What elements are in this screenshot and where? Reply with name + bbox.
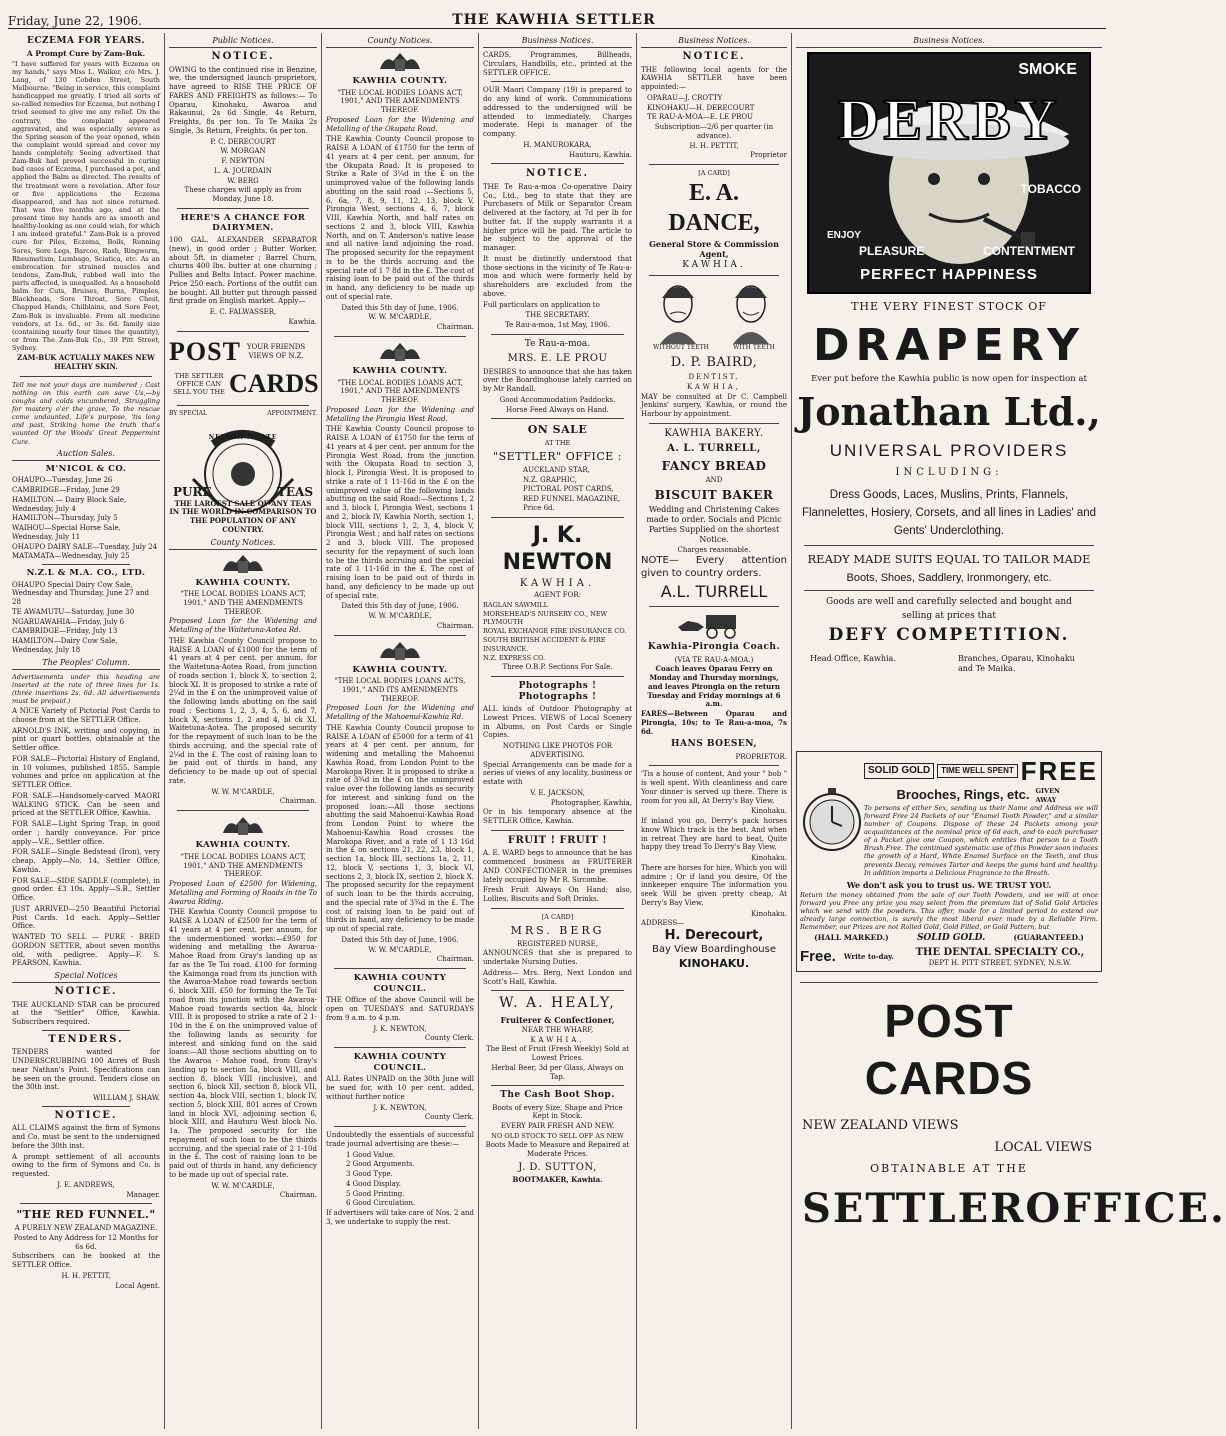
county-name: KAWHIA COUNTY. xyxy=(352,664,448,675)
council-signature: J. K. NEWTON, xyxy=(373,1024,427,1033)
classified-item: WANTED TO SELL — PURE - BRED GORDON SETTER, about seven months old, with pedigree. Apply—F. S. PEARSON, Kawhia. xyxy=(12,933,160,968)
derecourt-address-label: ADDRESS— xyxy=(641,919,685,928)
zambuk-tagline: ZAM-BUK ACTUALLY MAKES NEW HEALTHY SKIN. xyxy=(17,353,155,371)
dairy-signature: E. C. FALWASSER, xyxy=(209,308,277,316)
auction-list-2 xyxy=(12,581,160,655)
coach-fares: FARES—Between Oparau and Pirongia, 10s; to Te Rau-a-moa, 7s 6d. xyxy=(641,709,787,736)
derecourt-town: KINOHAKU. xyxy=(678,956,750,970)
jonathan-head-office: Head Office, Kawhia. xyxy=(810,653,896,663)
dental-brooches: Brooches, Rings, etc. xyxy=(896,787,1030,803)
bakery-charges: Charges reasonable. xyxy=(677,545,751,554)
healy-line1: The Best of Fruit (Fresh Weekly) Sold at Lowest Prices. xyxy=(485,1045,630,1063)
dairy-place: Kawhia. xyxy=(288,317,317,326)
derecourt-poem-3: There are horses for hire, Which you will admire ; Or if land you desire, Of the innkeeper enquire The information you seek Will be given pretty cheap, At Derry's Bay View, xyxy=(641,863,787,907)
county-signature: W. W. M'CARDLE, xyxy=(211,787,275,796)
zambuk-body: "I have suffered for years with Eczema on my hands," says Miss L. Walker, c/o Mrs. J. Lang, of 130 Cobden Street, South Melbourne. "Being in service, this complaint handicapped me greatly. I tried all sorts of so-called remedies for Eczema, but nothing I tried seemed to give me any relief. On the contrary, the complaint appeared aggravated, and was especially severe as the Spring season of the year opened, when the complaint would spread and cover my hands completely. Seeing advertised that Zam-Buk had proved successful in curing bad cases of Eczema, I purchased a pot, and applied the Balm as directed. The results of the treatment were a revelation. After four or five applications the Eczema disappeared, and has not since returned. That was five months ago, and at the present time my hands are as smooth and healthy-looking as one could wish, for which I am indeed grateful." Zam-Buk is a proved cure for Piles, Eczema, Boils, Running Sores, Sore Legs, Barcoo, Rash, Ringworm, Rheumatism, Lumbago, Sciatica, etc. As an embrocation for strained muscles and tendons, Zam-Buk, rubbed well into the parts affected, is unequalled. As a household balm for Cuts, Bruises, Burns, Pimples, Blackheads, Sore Throat, Sore Chest, Chapped Hands, Chilblains, and Sore Feet, Zam-Buk is invaluable. From all medicine vendors, at 1s. 6d., or 3s. 6d. family size (containing nearly four times the quantity), or from The Zam-Buk Co., 39 Pitt Street, Sydney. xyxy=(12,59,160,352)
dairy-co-signature: THE SECRETARY. xyxy=(525,311,590,320)
derby-tobacco: TOBACCO xyxy=(1020,182,1081,196)
list-item: 3 Good Type. xyxy=(346,1170,393,1179)
auction-firm-1: M'NICOL & CO. xyxy=(45,463,127,474)
auction-item: HAMILTON—Dairy Cow Sale, Wednesday, July 18 xyxy=(12,637,118,654)
council-body: ALL Rates UNPAID on the 30th June will be sued for, with 10 per cent. added, without further notice xyxy=(326,1075,474,1101)
auction-item: CAMBRIDGE—Friday, July 13 xyxy=(12,627,118,636)
boot-line2: EVERY PAIR FRESH AND NEW. xyxy=(500,1122,615,1131)
bakery-biscuit: BISCUIT BAKER xyxy=(654,487,774,502)
derecourt-name: H. Derecourt, xyxy=(664,928,764,944)
dental-body-2: Return the money obtained from the sale of our Tooth Powders, and we will at once forward you Free any prize you may select from the premium list of Solid Gold Articles which we send with the powders. This offer, made for a limited period to extend our already large connection, is surely the most liberal ever made by a Reliable Firm. Remember, our Prizes are not Rolled Gold, Gold Filled, or Gold Pattern, but xyxy=(800,890,1098,932)
derecourt-poem-2: If inland you go, Derry's pack horses know Which track is the best. And when in retreat They are hard to beat, Quite happy they tread To Derry's Bay View, xyxy=(641,817,787,852)
dental-write: Write to-day. xyxy=(843,951,894,961)
signer: P. C. DERECOURT xyxy=(210,137,276,146)
auction-firm-2: N.Z.L & M.A. CO., LTD. xyxy=(26,568,146,578)
photos-body: ALL kinds of Outdoor Photography at Lowest Prices. VIEWS of Local Scenery in Albums, on Post Cards or Single Copies. xyxy=(483,705,632,740)
council-body: THE Office of the above Council will be open on TUESDAYS and SATURDAYS from 9 a.m. to 4 p.m. xyxy=(326,996,474,1022)
public-notices-title: Public Notices. xyxy=(169,36,317,48)
agents-role: Proprietor xyxy=(750,151,787,160)
dental-body: To persons of either Sex, sending us their Name and Address we will forward Free 24 Packets of our "Enamel Tooth Powder," and a similar number of Coupons. Dispose of these 24 Packets among your acquaintances at the nominal price of 6d each, and to each purchaser of a Packet give one Coupon, which entitles that person to a Tooth Brush Free. The continued systematic use of this Powder soon induces the growth of a Hard, White Enamel Surface on the Teeth, and thus prevents Decay, removes Tartar and keeps the gums hard and healthy. In addition imparts a Delicious Fragrance to the Breath. xyxy=(864,803,1098,877)
printing-ad: CARDS, Programmes, Billheads, Circulars, Handbills, etc., printed at the SETTLER OFFICE. xyxy=(483,51,632,77)
coach-title: Kawhia-Pirongia Coach. xyxy=(647,642,781,653)
with-teeth-label: WITH TEETH xyxy=(733,344,775,352)
postcards-post: POST xyxy=(169,336,241,366)
list-item: 1 Good Value. xyxy=(346,1150,396,1159)
photos-body-2: Special Arrangements can be made for a series of views of any locality, business or estate with xyxy=(483,760,632,786)
face-without-teeth-icon xyxy=(654,280,702,344)
tenders-body: TENDERS wanted for UNDERSCRUBBING 100 Acres of Bush near Nathan's Point. Specifications can be seen on the ground. Tenders close on the 30th inst. xyxy=(12,1048,160,1092)
fruit-foot: Fresh Fruit Always On Hand; also, Lollies, Biscuits and Soft Drinks. xyxy=(483,886,632,903)
boot-line4: Boots Made to Measure and Repaired at Moderate Prices. xyxy=(485,1141,630,1158)
list-item: MORSEHEAD'S NURSERY CO., NEW PLYMOUTH xyxy=(483,610,608,627)
coat-of-arms-icon xyxy=(375,640,425,662)
leprou-line2: Horse Feed Always on Hand. xyxy=(506,405,609,414)
peppermint-poem: Tell me not your days are numbered ; Cast nothing on this earth can save Us,—by coughs and colds encumbered, Struggling for mastery o'er the grave, To the rescue come undaunted, Life's purpose, 'tis long and past, Striking home the truth that's vaunted Of the Woods' Great Peppermint Cure. xyxy=(12,380,160,446)
jonathan-suits: READY MADE SUITS EQUAL TO TAILOR MADE xyxy=(807,551,1091,566)
onsale-title: ON SALE xyxy=(527,423,588,437)
auction-item: OHAUPO Special Dairy Cow Sale, Wednesday and Thursday, June 27 and 28 xyxy=(12,580,149,607)
dental-free: FREE xyxy=(1020,755,1098,786)
jonathan-sub: UNIVERSAL PROVIDERS xyxy=(829,440,1069,460)
jonathan-goods: Goods are well and carefully selected and bought and selling at prices that xyxy=(826,596,1072,622)
postcards-line1: YOUR FRIENDS xyxy=(246,343,306,351)
leprou-place: Te Rau-a-moa. xyxy=(524,338,591,349)
list-item: 6 Good Circulation. xyxy=(346,1199,416,1208)
list-item: AUCKLAND STAR, xyxy=(523,465,590,474)
agents-signature: H. H. PETTIT, xyxy=(689,141,739,150)
jonathan-branches: Branches, Oparau, Kinohaku and Te Maika. xyxy=(958,653,1075,673)
jonathan-including: INCLUDING: xyxy=(895,467,1003,479)
appointment-label: APPOINTMENT. xyxy=(267,409,317,417)
postcards-line3: THE SETTLER OFFICE CAN SELL YOU THE xyxy=(173,372,225,397)
newton-agencies xyxy=(483,601,632,662)
list-item: 5 Good Printing. xyxy=(346,1189,405,1198)
council-role: County Clerk. xyxy=(424,1034,474,1043)
dental-guaranteed: (GUARANTEED.) xyxy=(1013,933,1084,943)
maori-company-body: OUR Maori Company (19) is prepared to do any kind of work. Communications addressed to the undersigned will be attended to immediately. Charges moderate. Hepi is manager of the company. xyxy=(483,86,632,138)
list-item: PICTORAL POST CARDS, xyxy=(523,485,614,494)
healy-trade: Fruiterer & Confectioner, xyxy=(500,1014,615,1025)
dental-hall-marked: (HALL MARKED.) xyxy=(814,933,889,943)
boot-trade: BOOTMAKER, Kawhia. xyxy=(512,1175,603,1184)
county-loan: Proposed Loan for the Widening and Metalling of the Mahoenui-Kawhia Rd. xyxy=(326,704,474,722)
fruit-title: FRUIT ! FRUIT ! xyxy=(507,834,608,846)
jonathan-list: Dress Goods, Laces, Muslins, Prints, Flannels, Flannelettes, Hosiery, Corsets, and all lines in Ladies' and Gents' Underclothing. xyxy=(801,488,1097,538)
dairy-co-date: Te Rau-a-moa, 1st May, 1906. xyxy=(505,321,610,329)
tenders-signature: WILLIAM J. SHAW. xyxy=(92,1094,160,1103)
dental-solid-gold-2: SOLID GOLD. xyxy=(916,933,986,944)
dental-time-well-spent: TIME WELL SPENT xyxy=(937,764,1018,778)
jonathan-defy: DEFY COMPETITION. xyxy=(828,624,1070,645)
auction-item: NGARUAWAHIA—Friday, July 6 xyxy=(12,617,125,626)
county-body: THE Kawhia County Council propose to RAISE A LOAN of £1000 for the term of 41 years at 4 per cent. per annum, for the Waitetuna-Aotea Road, from junction of roads section 1, block X, to section 2, block XI. It is proposed to strike a rate of 2¼d in the £ on the unimproved value of the following lands abutting on the said road : Sections 1, 2, 3, 4, 5, 6, and 7, block X, sections 1, 2 and 4, bl ck XI, Waitetuna-Aotea. The proposed security for the repayment of such loan to be the thirds accruing, and the special rate of 2¼d in the £. The cost of raising loan to be paid out of thirds in hand, any deficiency to be made up out of special rate. xyxy=(169,636,317,785)
county-signature: W. W. M'CARDLE, xyxy=(368,612,432,620)
derby-contentment: CONTENTMENT xyxy=(983,244,1075,258)
healy-place: KAWHIA. xyxy=(530,1035,585,1044)
essentials-outro: If advertisers will take care of Nos. 2 and 3, we undertake to supply the rest. xyxy=(326,1209,474,1226)
boot-name: J. D. SUTTON, xyxy=(518,1161,597,1173)
county-name: KAWHIA COUNTY. xyxy=(195,577,291,588)
list-item: SOUTH BRITISH ACCIDENT & FIRE INSURANCE. xyxy=(483,636,606,653)
coach-signature: HANS BOESEN, xyxy=(671,739,757,750)
teas-label: TEAS xyxy=(276,485,313,499)
dental-ad xyxy=(796,751,1102,972)
peoples-section-title: The Peoples' Column. xyxy=(12,658,160,670)
auction-item: MATAMATA—Wednesday, July 25 xyxy=(12,552,130,561)
derby-pleasure: PLEASURE xyxy=(859,244,925,258)
jonathan-line2: Ever put before the Kawhia public is now open for inspection at xyxy=(811,373,1087,384)
newton-name: J. K. NEWTON xyxy=(502,522,613,576)
county-body: THE Kawhia County Council propose to RAISE A LOAN of £1750 for the term of 41 years at 4 per cent. per annum, for the Okupata Road. It is proposed to Strike a Rate of 3¼d in the £ on the unimproved value of the following lands abutting on the said road :—Sections 5, 6, 6a, 7, 8, 9, 11, 12, 13, block V, Pirongia West, sections 4, 6, 7, block VIII, Kawhia North, and half rates on sections 2 and 3, block VIII, Kawhia North, and on T. Anderson's native lease and all native land adjoining the road. The proposed security for the repayment is to be the thirds accruing and the special rate of 1 7 8d in the £. The cost of raising loan to be paid out of the thirds in hand, any deficiency to be made up out of special rate. xyxy=(326,135,474,301)
classified-item: FOR SALE—SIDE SADDLE (complete), in good order. £3 10s. Apply—S.B., Settler Office. xyxy=(12,876,160,903)
council-role: County Clerk. xyxy=(424,1113,474,1122)
leprou-body: DESIRES to announce that she has taken over the Boardinghouse lately carried on by Mr Randall. xyxy=(483,367,632,393)
agents-subscription: Subscription—2/6 per quarter (in advance). xyxy=(654,123,774,140)
column-2 xyxy=(165,33,322,1429)
baird-trade: DENTIST, xyxy=(688,373,740,382)
issue-date: Friday, June 22, 1906. xyxy=(8,14,142,28)
baird-body: MAY be consulted at Dr C. Campbell Jenkins' surgery, Kawhia, or round the Harbour by appointment. xyxy=(641,392,787,419)
pure-label: PURE xyxy=(173,485,212,499)
coat-of-arms-icon xyxy=(375,51,425,73)
columns xyxy=(8,33,1226,1429)
dental-given-away: GIVEN AWAY xyxy=(1035,787,1060,804)
photos-role: Photographer, Kawhia, xyxy=(550,798,632,807)
county-role: Chairman. xyxy=(279,797,317,806)
postcards-settler: SETTLER xyxy=(802,1185,1026,1233)
list-item: N.Z. GRAPHIC, xyxy=(523,475,577,484)
coat-of-arms-icon xyxy=(218,815,268,837)
red-funnel-sub: A PURELY NEW ZEALAND MAGAZINE. xyxy=(14,1224,158,1233)
column-4 xyxy=(479,33,637,1429)
coat-of-arms-icon xyxy=(218,553,268,575)
dairy-co-body: THE Te Rau-a-moa Co-operative Dairy Co., Ltd., beg to state that they are Purchasers of Milk or Separator Cream delivered at the factory, at 7d per lb for butter fat. If the supply warrants it a higher price will be paid. The article to be subject to the approval of the manager. xyxy=(483,182,632,252)
postcards-local-views: LOCAL VIEWS xyxy=(994,1140,1092,1156)
classified-item: FOR SALE—Handsomely-carved MAORI WALKING STICK. Can be seen and priced at the SETTLER Office, Kawhia. xyxy=(12,791,160,818)
nelson-moate-ad xyxy=(169,410,317,535)
auction-item: HAMILTON—Thursday, July 5 xyxy=(12,514,118,523)
auction-item: TE AWAMUTU—Saturday, June 30 xyxy=(12,607,135,616)
agents-body: THE following local agents for the KAWHIA SETTLER have been appointed:— xyxy=(641,65,787,91)
column-6 xyxy=(792,33,1226,1429)
signer: L. A. JOURDAIN xyxy=(214,166,272,175)
bakery-and: AND xyxy=(705,475,723,484)
newton-foot: Three O.B.P. Sections For Sale. xyxy=(502,662,613,671)
list-item: ROYAL EXCHANGE FIRE INSURANCE CO. xyxy=(483,627,627,636)
notice-title: NOTICE. xyxy=(525,168,590,180)
onsale-office: "SETTLER" OFFICE : xyxy=(493,450,622,464)
berg-title: REGISTERED NURSE, xyxy=(517,939,598,948)
berg-body: ANNOUNCES that she is prepared to undertake Nursing Duties. xyxy=(483,949,632,967)
dairy-title: HERE'S A CHANCE FOR DAIRYMEN. xyxy=(180,212,306,234)
essentials-list xyxy=(326,1151,474,1209)
list-item: RAGLAN SAWMILL xyxy=(483,600,548,609)
masthead xyxy=(8,6,1106,29)
bakery-fancy: FANCY BREAD xyxy=(661,458,767,473)
dance-place: KAWHIA. xyxy=(682,260,746,271)
county-date: Dated this 5th day of June, 1906. xyxy=(341,935,459,944)
classified-item: A NICE Variety of Pictorial Post Cards to choose from at the SETTLER Office. xyxy=(12,707,160,724)
red-funnel-title: "THE RED FUNNEL." xyxy=(16,1208,156,1222)
bakery-name: A. L. TURRELL, xyxy=(667,443,761,455)
photos-like: NOTHING LIKE PHOTOS FOR ADVERTISING. xyxy=(502,742,613,759)
classified-item: FOR SALE—Light Spring Trap, in good order ; hardly conveyance. For price apply—V.E., Settler office. xyxy=(12,820,160,846)
column-5 xyxy=(637,33,792,1429)
dental-dept: DEPT H. PITT STREET, SYDNEY, N.S.W. xyxy=(928,959,1072,968)
photos-title: Photographs ! Photographs ! xyxy=(518,680,597,702)
essentials-intro: Undoubtedly the essentials of successful trade journal advertising are these:— xyxy=(326,1131,474,1148)
list-item: RED FUNNEL MAGAZINE, Price 6d. xyxy=(523,495,621,512)
onsale-at: AT THE xyxy=(544,439,571,447)
derby-tobacco-ad xyxy=(807,52,1091,294)
derecourt-house: Bay View Boardinghouse xyxy=(651,944,776,956)
county-role: Chairman. xyxy=(279,1191,317,1200)
healy-name: W. A. HEALY, xyxy=(499,995,616,1012)
list-item: 4 Good Display. xyxy=(346,1179,401,1188)
dairy-co-body-2: It must be distinctly understood that those sections in the vicinity of Te Rau-a-moa and which were formerly held by shareholders are excluded from the above. xyxy=(483,254,632,298)
auction-item: OHAUPO DAIRY SALE—Tuesday, July 24 xyxy=(12,542,158,551)
baird-place: KAWHIA, xyxy=(686,382,742,391)
coach-role: PROPRIETOR. xyxy=(735,752,787,761)
derecourt-place: Kinohaku. xyxy=(751,807,787,816)
county-loan: Proposed Loan of £2500 for Widening, Metalling and Forming of Roads in the To Awaroa Riding. xyxy=(169,880,317,906)
bakery-title: KAWHIA BAKERY. xyxy=(664,427,764,439)
notice-title: NOTICE. xyxy=(54,1109,118,1121)
dental-trust: We don't ask you to trust us. WE TRUST YOU. xyxy=(846,879,1052,890)
postcards-title: POST CARDS xyxy=(864,994,1034,1105)
county-act: "THE LOCAL BODIES LOANS ACT, 1901," AND THE AMENDMENTS THEREOF. xyxy=(337,378,463,404)
agents-list xyxy=(641,94,787,122)
county-role: Chairman. xyxy=(436,323,474,332)
postcards-cards: CARDS xyxy=(229,369,319,398)
leprou-name: MRS. E. LE PROU xyxy=(507,353,608,364)
county-act: "THE LOCAL BODIES LOANS ACT, 1901," AND THE AMENDMENTS THEREOF. xyxy=(337,88,463,115)
dairy-body: 100 GAL. ALEXANDER SEPARATOR (new), in good order ; Butter Worker, about 5ft. in diameter ; Barrel Churn, churns 400 lbs. butter at one churning ; Pullies and Belts Intact. Power machine. Price 250 each. Portions of the outfit can be bought. All butter put through passed first grade on English market. Apply— xyxy=(169,236,317,306)
bakery-note: NOTE— Every attention given to country orders. xyxy=(641,555,787,579)
boot-title: The Cash Boot Shop. xyxy=(500,1090,615,1101)
derby-enjoy: ENJOY xyxy=(827,230,861,241)
county-notices-title: County Notices. xyxy=(326,36,474,48)
council-title: KAWHIA COUNTY COUNCIL. xyxy=(353,973,447,994)
boot-line3: NO OLD STOCK TO SELL OFF AS NEW xyxy=(491,1131,624,1140)
healy-near: NEAR THE WHARF, xyxy=(521,1025,594,1034)
county-signature: W. W. M'CARDLE, xyxy=(211,1181,275,1190)
council-title: KAWHIA COUNTY COUNCIL. xyxy=(353,1052,447,1073)
derby-brand: DERBY xyxy=(837,87,1061,152)
list-item: N.Z. EXPRESS CO. xyxy=(483,653,546,662)
county-role: Chairman. xyxy=(436,955,474,964)
county-body: THE Kawhia County Council propose to RAISE A LOAN of £5000 for a term of 41 years at 4 per cent. per annum, for widening and metalling the Mahoenui Kawhia Road, from London Point to the Marokopa River. It is proposed to strike a rate of 3¾d in the £ on the unimproved value over the following lands as security for interest and sinking fund on the proposed loan:—All those sections abutting the said Mahoenui-Kawhia Road from London Point to where the Mahoenui-Kawhia Road crosses the Marokopa River, and a rate of 1 13 16d in the £ on sections 21, 22, 23, block 1, section 1a, block III, sections 1a, 2, 11, 12, block V, sections 1, 3, block VI, sections 2, 3, block IX, section 2, block X. The proposed security for the repayment of such loan to be the thirds accruing, and the special rate of 3¾d in the £. The cost of raising loan to be paid out of thirds in hand, any deficiency to be made up out of special rate. xyxy=(326,723,474,934)
coach-via: (VIA TE RAU-A-MOA.) xyxy=(674,655,754,664)
berg-address: Address— Mrs. Berg, Next London and Scott's Hall, Kawhia. xyxy=(483,968,632,986)
derecourt-place: Kinohaku. xyxy=(751,854,787,863)
newton-place: KAWHIA. xyxy=(519,577,596,589)
postcards-ad xyxy=(169,336,317,401)
red-funnel-signature: H. H. PETTIT, xyxy=(61,1271,111,1280)
dental-solid-gold: SOLID GOLD xyxy=(864,763,934,780)
baird-name: D. P. BAIRD, xyxy=(670,354,758,370)
county-signature: W. W. M'CARDLE, xyxy=(368,945,432,954)
red-funnel-subscribers: Subscribers can be booked at the SETTLER Office. xyxy=(12,1252,160,1270)
derecourt-poem-1: 'Tis a house of content, And your " bob " is well spent. With cleanliness and care Your dinner is served up there. There is room for you all, At Derry's Bay View, xyxy=(641,770,787,805)
business-notices-title: Business Notices. xyxy=(483,36,632,48)
zambuk-subtitle: A Prompt Cure by Zam-Buk. xyxy=(26,49,146,59)
peoples-note: Advertisements under this heading are inserted at the rate of three lines for 1s. (three insertions 2s. 6d. All advertisements must be prepaid.) xyxy=(12,672,160,705)
dentist-illustration xyxy=(641,280,787,344)
county-name: KAWHIA COUNTY. xyxy=(352,76,448,86)
column-3 xyxy=(322,33,479,1429)
notice-title: NOTICE. xyxy=(682,51,746,62)
signer: W. BERG xyxy=(227,176,259,185)
auction-item: OHAUPO—Tuesday, June 26 xyxy=(12,476,113,485)
claims-signature: J. E. ANDREWS, xyxy=(57,1180,115,1189)
fares-foot: These charges will apply as from Monday, June 18. xyxy=(184,186,302,203)
list-item: OPARAU—J. CROTTY xyxy=(647,93,723,102)
signer: F. NEWTON xyxy=(221,157,265,165)
dental-company: THE DENTAL SPECIALTY CO., xyxy=(915,946,1085,958)
postcards-line2: VIEWS OF N.Z. xyxy=(248,351,304,360)
signer: W. MORGAN xyxy=(220,147,266,156)
healy-line2: Herbal Beer, 3d per Glass, Always on Tap. xyxy=(491,1063,624,1081)
county-act: "THE LOCAL BODIES LOANS ACT, 1901," AND THE AMENDMENTS THEREOF. xyxy=(180,852,306,879)
bakery-signature: A.L. TURRELL xyxy=(660,582,768,602)
face-with-teeth-icon xyxy=(727,280,775,344)
red-funnel-price: Posted to Any Address for 12 Months for 6s 6d. xyxy=(13,1233,159,1251)
list-item: 2 Good Arguments. xyxy=(346,1160,415,1169)
claims-notice-2: A prompt settlement of all accounts owing to the firm of Symons and Co. is requested. xyxy=(12,1152,160,1179)
photos-signature: V. E. JACKSON, xyxy=(530,788,585,797)
derecourt-place: Kinohaku. xyxy=(751,909,787,918)
list-item: KINOHAKU—H. DERECOURT xyxy=(647,103,755,112)
postcards-office: OFFICE. xyxy=(1025,1185,1226,1233)
county-date: Dated this 5th day of June, 1906. xyxy=(341,602,459,611)
leprou-line1: Good Accommodation Paddocks. xyxy=(499,395,616,404)
fruit-body: A. E. WARD begs to announce that he has commenced business as FRUITERER AND CONFECTIONER in the premises lately occupied by Mr R. Sircombe. xyxy=(483,849,632,884)
dance-name: E. A. DANCE, xyxy=(668,180,760,237)
county-date: Dated this 5th day of June, 1906. xyxy=(341,303,459,312)
jonathan-name: Jonathan Ltd., xyxy=(797,389,1101,435)
dance-trade: General Store & Commission Agent, xyxy=(649,239,779,260)
nelson-tagline: THE LARGEST SALE OF ANY TEAS IN THE WORLD IN COMPARISON TO THE POPULATION OF ANY COUNTRY. xyxy=(169,498,317,534)
postcards-obtainable: OBTAINABLE AT THE xyxy=(870,1162,1028,1176)
classified-item: JUST ARRIVED—250 Beautiful Pictorial Post Cards. 1d each. Apply—Settler Office. xyxy=(12,904,160,931)
special-label: BY SPECIAL xyxy=(169,409,207,417)
county-act: "THE LOCAL BODIES LOANS ACT, 1901," AND THE AMENDMENTS THEREOF. xyxy=(180,590,306,616)
county-body: THE Kawhia County Council propose to RAISE A LOAN of £1750 for the term of 41 years at 4 per cent. per annum for the Pirongia West Road, from the junction with the Okupata Road to section 3, block I, Pirongia West. It is proposed to strike a rate of 1 11-16d in the £ on the unimproved value of the following lands abutting on the said Road:—Sections 1, 2 and 3, block I, Pirongia West, sections 1 and 2, block IV, Kawhia North, section 1, block VIII, sections 1, 2, 3, 4, block V, Pirongia West ; and half rates on sections 2 and 3, block VIII. The proposed security for the repayment of such loan to be the thirds accruing and the special rate of 1 11-16d in the £. The cost of raising loan to be paid out of thirds in hand, any deficiency to be made up out of special rate. xyxy=(326,425,474,600)
county-signature: W. W. M'CARDLE, xyxy=(368,313,432,322)
jonathan-drapery: DRAPERY xyxy=(812,319,1086,371)
dance-card: [A CARD] xyxy=(698,169,730,177)
pocket-watch-icon xyxy=(800,762,864,872)
column-1 xyxy=(8,33,165,1429)
tenders-title: TENDERS. xyxy=(48,1033,124,1045)
auction-list-1 xyxy=(12,476,160,561)
county-loan: Proposed Loan for the Widening and Metalling of the Okupata Road. xyxy=(326,115,474,133)
boot-line1: Boots of every Size, Shape and Price Kept in Stock. xyxy=(492,1103,623,1121)
dairy-co-body-3: Full particulars on application to xyxy=(483,300,600,309)
business-notices-title: Business Notices. xyxy=(796,36,1102,48)
nelson-brand: NELSON MOATE xyxy=(208,434,278,441)
jonathan-boots: Boots, Shoes, Saddlery, Ironmongery, etc. xyxy=(846,572,1052,585)
coach-body: Coach leaves Oparau Ferry on Monday and Thursday mornings, and leaves Pirongia on the return Tuesday and Friday mornings at 6 a.m. xyxy=(647,664,781,709)
paper-title: THE KAWHIA SETTLER xyxy=(452,12,656,28)
zambuk-title: ECZEMA FOR YEARS. xyxy=(27,36,145,46)
classified-item: FOR SALE—Pictorial History of England, in 10 volumes, published 1855. Sample volumes and price on application at the SETTLER Office. xyxy=(12,754,160,790)
auckland-star-notice: THE AUCKLAND STAR can be procured at the "Settler" Office, Kawhia. Subscribers required. xyxy=(12,1000,160,1027)
list-item: TE RAU-A-MOA—E. LE PROU xyxy=(647,113,754,122)
auction-item: HAMILTON — Dairy Block Sale, Wednesday, July 4 xyxy=(12,495,127,513)
berg-name: MRS. BERG xyxy=(510,923,605,937)
county-role: Chairman. xyxy=(436,621,474,630)
special-section-title: Special Notices xyxy=(12,971,160,983)
notice-title: NOTICE. xyxy=(54,986,118,998)
claims-signature-role: Manager. xyxy=(126,1190,160,1199)
notice-title: NOTICE. xyxy=(211,51,275,62)
red-funnel-role: Local Agent. xyxy=(115,1281,160,1290)
auction-item: WAIHOU—Special Horse Sale, Wednesday, July 11 xyxy=(12,524,121,541)
bakery-body: Wedding and Christening Cakes made to order. Socials and Picnic Parties Supplied on the shortest Notice. xyxy=(646,504,782,544)
jonathan-line1: THE VERY FINEST STOCK OF xyxy=(851,300,1047,313)
maori-company-place: Hauturu, Kawhia. xyxy=(569,150,632,159)
claims-notice: ALL CLAIMS against the firm of Symons and Co. must be sent to the undersigned before the 30th inst. xyxy=(12,1124,160,1150)
county-name: KAWHIA COUNTY. xyxy=(195,840,291,851)
newton-agent: AGENT FOR: xyxy=(533,591,581,600)
maori-company-signature: H. MANUROKARA, xyxy=(523,140,592,149)
county-loan: Proposed Loan for the Widening and Metalling of the Waitetuna-Aotea Rd. xyxy=(169,617,317,635)
auction-section-title: Auction Sales. xyxy=(12,449,160,461)
classified-item: ARNOLD'S INK, writing and copying, in pint or quart bottles, obtainable at the Settler office. xyxy=(12,726,160,753)
onsale-list xyxy=(483,466,632,513)
business-notices-title: Business Notices. xyxy=(641,36,787,48)
dental-free-2: Free. xyxy=(800,947,836,965)
postcards-nz-views: NEW ZEALAND VIEWS xyxy=(802,1117,959,1133)
classified-item: FOR SALE—Single Bedstead (Iron), very cheap. Apply—No. 14, Settler Office, Kawhia. xyxy=(12,848,160,874)
coach-icon xyxy=(674,611,754,639)
county-notices-title: County Notices. xyxy=(169,538,317,550)
fares-notice: OWING to the continued rise in Benzine, we, the undersigned launch proprietors, have agreed to RISE THE PRICE OF FARES AND FREIGHTS as follows:— To Oparau, Kinohaku, Awaroa and Rakaunui, 2s 6d Single, 4s Return, Freights, 8s per ton. To Te Maika 2s Single, 3s Return, Freights, 6s per ton. xyxy=(169,65,317,135)
derby-perfect: PERFECT HAPPINESS xyxy=(860,266,1038,283)
coat-of-arms-icon xyxy=(375,341,425,363)
auction-item: CAMBRIDGE—Friday, June 29 xyxy=(12,486,120,494)
derby-smoke: SMOKE xyxy=(1018,61,1077,78)
council-signature: J. K. NEWTON, xyxy=(373,1103,427,1112)
county-act: "THE LOCAL BODIES LOANS ACTS, 1901," AND ITS AMENDMENTS THEREOF. xyxy=(334,677,466,703)
county-body: THE Kawhia County Council propose to RAISE A LOAN of £2500 for the term of 41 years at 4 per cent. per annum, for the undermentioned works:—£950 for widening and metalling the Awaroa-Mahoe Road from Gray's landing up as far as the Te Toi road. £100 for forming the Kaimonga road from its junction with the Awaroa-Mahoe road towards section 6, block XIII. £50 for forming the Te Toi road from its junction with the Awaroa-Mahoe road towards section 4a, block VIII. It is proposed to strike a rate of 2 1-10d in the £ on the unimproved value of the following lands as security for interest and sinking fund on the said loans:—All those sections abutting on to the Awaroa - Mahoe road, from Gray's landing up to section 5a, block VIII, and section 8, block VIII (inclusive), and section 6, block XII, section 8, block VII, section 4a, block VIII, section 1, block IV, section 5, block XIII, 801 acres of Crown land in block XVI, adjoining section 6, block XIII, and Hauturu West block No. 1a. The proposed security for the repayment of such loan to be the thirds accruing, and the special rate of 2 1-10d in the £. The cost of raising loan to be paid out of thirds in hand, any deficiency to be made up out of special rate. xyxy=(169,908,317,1179)
county-name: KAWHIA COUNTY. xyxy=(352,365,448,376)
without-teeth-label: WITHOUT TEETH xyxy=(653,344,709,352)
berg-card: [A CARD] xyxy=(541,912,574,921)
photos-foot: Or in his temporary absence at the SETTLER Office, Kawhia. xyxy=(483,808,632,825)
county-loan: Proposed Loan for the Widening and Metalling the Pirongia West Road. xyxy=(326,405,474,423)
